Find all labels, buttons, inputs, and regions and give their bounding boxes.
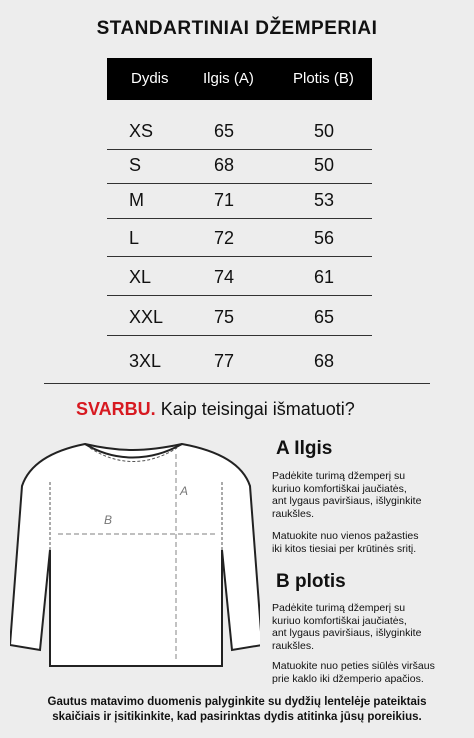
- table-row: [107, 262, 372, 296]
- label-b: B: [104, 513, 113, 527]
- size-cell: M: [129, 190, 144, 210]
- row-divider: [107, 335, 372, 336]
- text-line: raukšles.: [272, 507, 315, 520]
- section-b-paragraph-2: [272, 660, 447, 685]
- footer-note: [0, 695, 474, 725]
- row-divider: [107, 256, 372, 257]
- row-divider: [107, 295, 372, 296]
- text-line: Padėkite turimą džemperį su: [272, 602, 406, 614]
- text-line: kuriuo komfortiškai jaučiatės,: [272, 482, 407, 495]
- text-line: kuriuo komfortiškai jaučiatės,: [272, 614, 407, 627]
- page-title: STANDARTINIAI DŽEMPERIAI: [96, 18, 378, 39]
- table-row: [107, 223, 372, 257]
- header-width: Plotis (B): [293, 70, 354, 87]
- section-b-paragraph-1: [272, 602, 447, 652]
- text-line: Padėkite turimą džemperį su: [272, 470, 406, 482]
- length-cell: 74: [214, 267, 235, 287]
- footer-line: skaičiais ir įsitikinkite, kad pasirinktas dydis atitinka jūsų poreikius.: [52, 711, 422, 723]
- label-a: A: [180, 484, 189, 498]
- width-cell: 50: [314, 155, 335, 175]
- table-row: [107, 346, 372, 380]
- header-length: Ilgis (A): [203, 70, 254, 87]
- text-line: ant lygaus paviršiaus, išlyginkite: [272, 627, 422, 639]
- length-cell: 75: [214, 307, 235, 327]
- width-cell: 68: [314, 351, 335, 371]
- length-cell: 71: [214, 190, 235, 210]
- width-cell: 65: [314, 307, 335, 327]
- footer-line: Gautus matavimo duomenis palyginkite su dydžių lentelėje pateiktais: [47, 696, 427, 708]
- section-divider: [44, 383, 430, 384]
- text-line: iki kitos tiesiai per krūtinės sritį.: [272, 542, 417, 555]
- text-line: Matuokite nuo vienos pažasties: [272, 530, 419, 542]
- size-cell: XXL: [129, 307, 164, 327]
- sweater-diagram: [10, 440, 260, 672]
- row-divider: [107, 218, 372, 219]
- length-cell: 65: [214, 121, 235, 141]
- size-cell: XL: [129, 267, 152, 287]
- sweater-outline: [10, 444, 260, 666]
- section-a-paragraph-1: [272, 470, 447, 520]
- length-cell: 72: [214, 228, 235, 248]
- table-row: [107, 302, 372, 336]
- row-divider: [107, 183, 372, 184]
- table-row: [107, 150, 372, 184]
- size-cell: 3XL: [129, 351, 162, 371]
- text-line: prie kaklo iki džemperio apačios.: [272, 672, 424, 685]
- table-row: [107, 185, 372, 219]
- text-line: raukšles.: [272, 639, 315, 652]
- length-cell: 77: [214, 351, 235, 371]
- section-a-paragraph-2: [272, 530, 447, 555]
- width-cell: 61: [314, 267, 335, 287]
- section-a-title: A Ilgis: [276, 438, 333, 459]
- width-cell: 53: [314, 190, 335, 210]
- text-line: Matuokite nuo peties siūlės viršaus: [272, 660, 435, 672]
- size-cell: S: [129, 155, 142, 175]
- width-cell: 50: [314, 121, 335, 141]
- important-text: Kaip teisingai išmatuoti?: [160, 399, 355, 419]
- size-cell: XS: [129, 121, 154, 141]
- length-cell: 68: [214, 155, 235, 175]
- table-header: [107, 58, 372, 100]
- table-row: [107, 116, 372, 150]
- width-cell: 56: [314, 228, 335, 248]
- size-cell: L: [129, 228, 140, 248]
- important-note: [76, 399, 355, 420]
- text-line: ant lygaus paviršiaus, išlyginkite: [272, 495, 422, 507]
- header-size: Dydis: [131, 70, 169, 87]
- important-label: SVARBU.: [76, 399, 156, 419]
- section-b-title: B plotis: [276, 571, 346, 592]
